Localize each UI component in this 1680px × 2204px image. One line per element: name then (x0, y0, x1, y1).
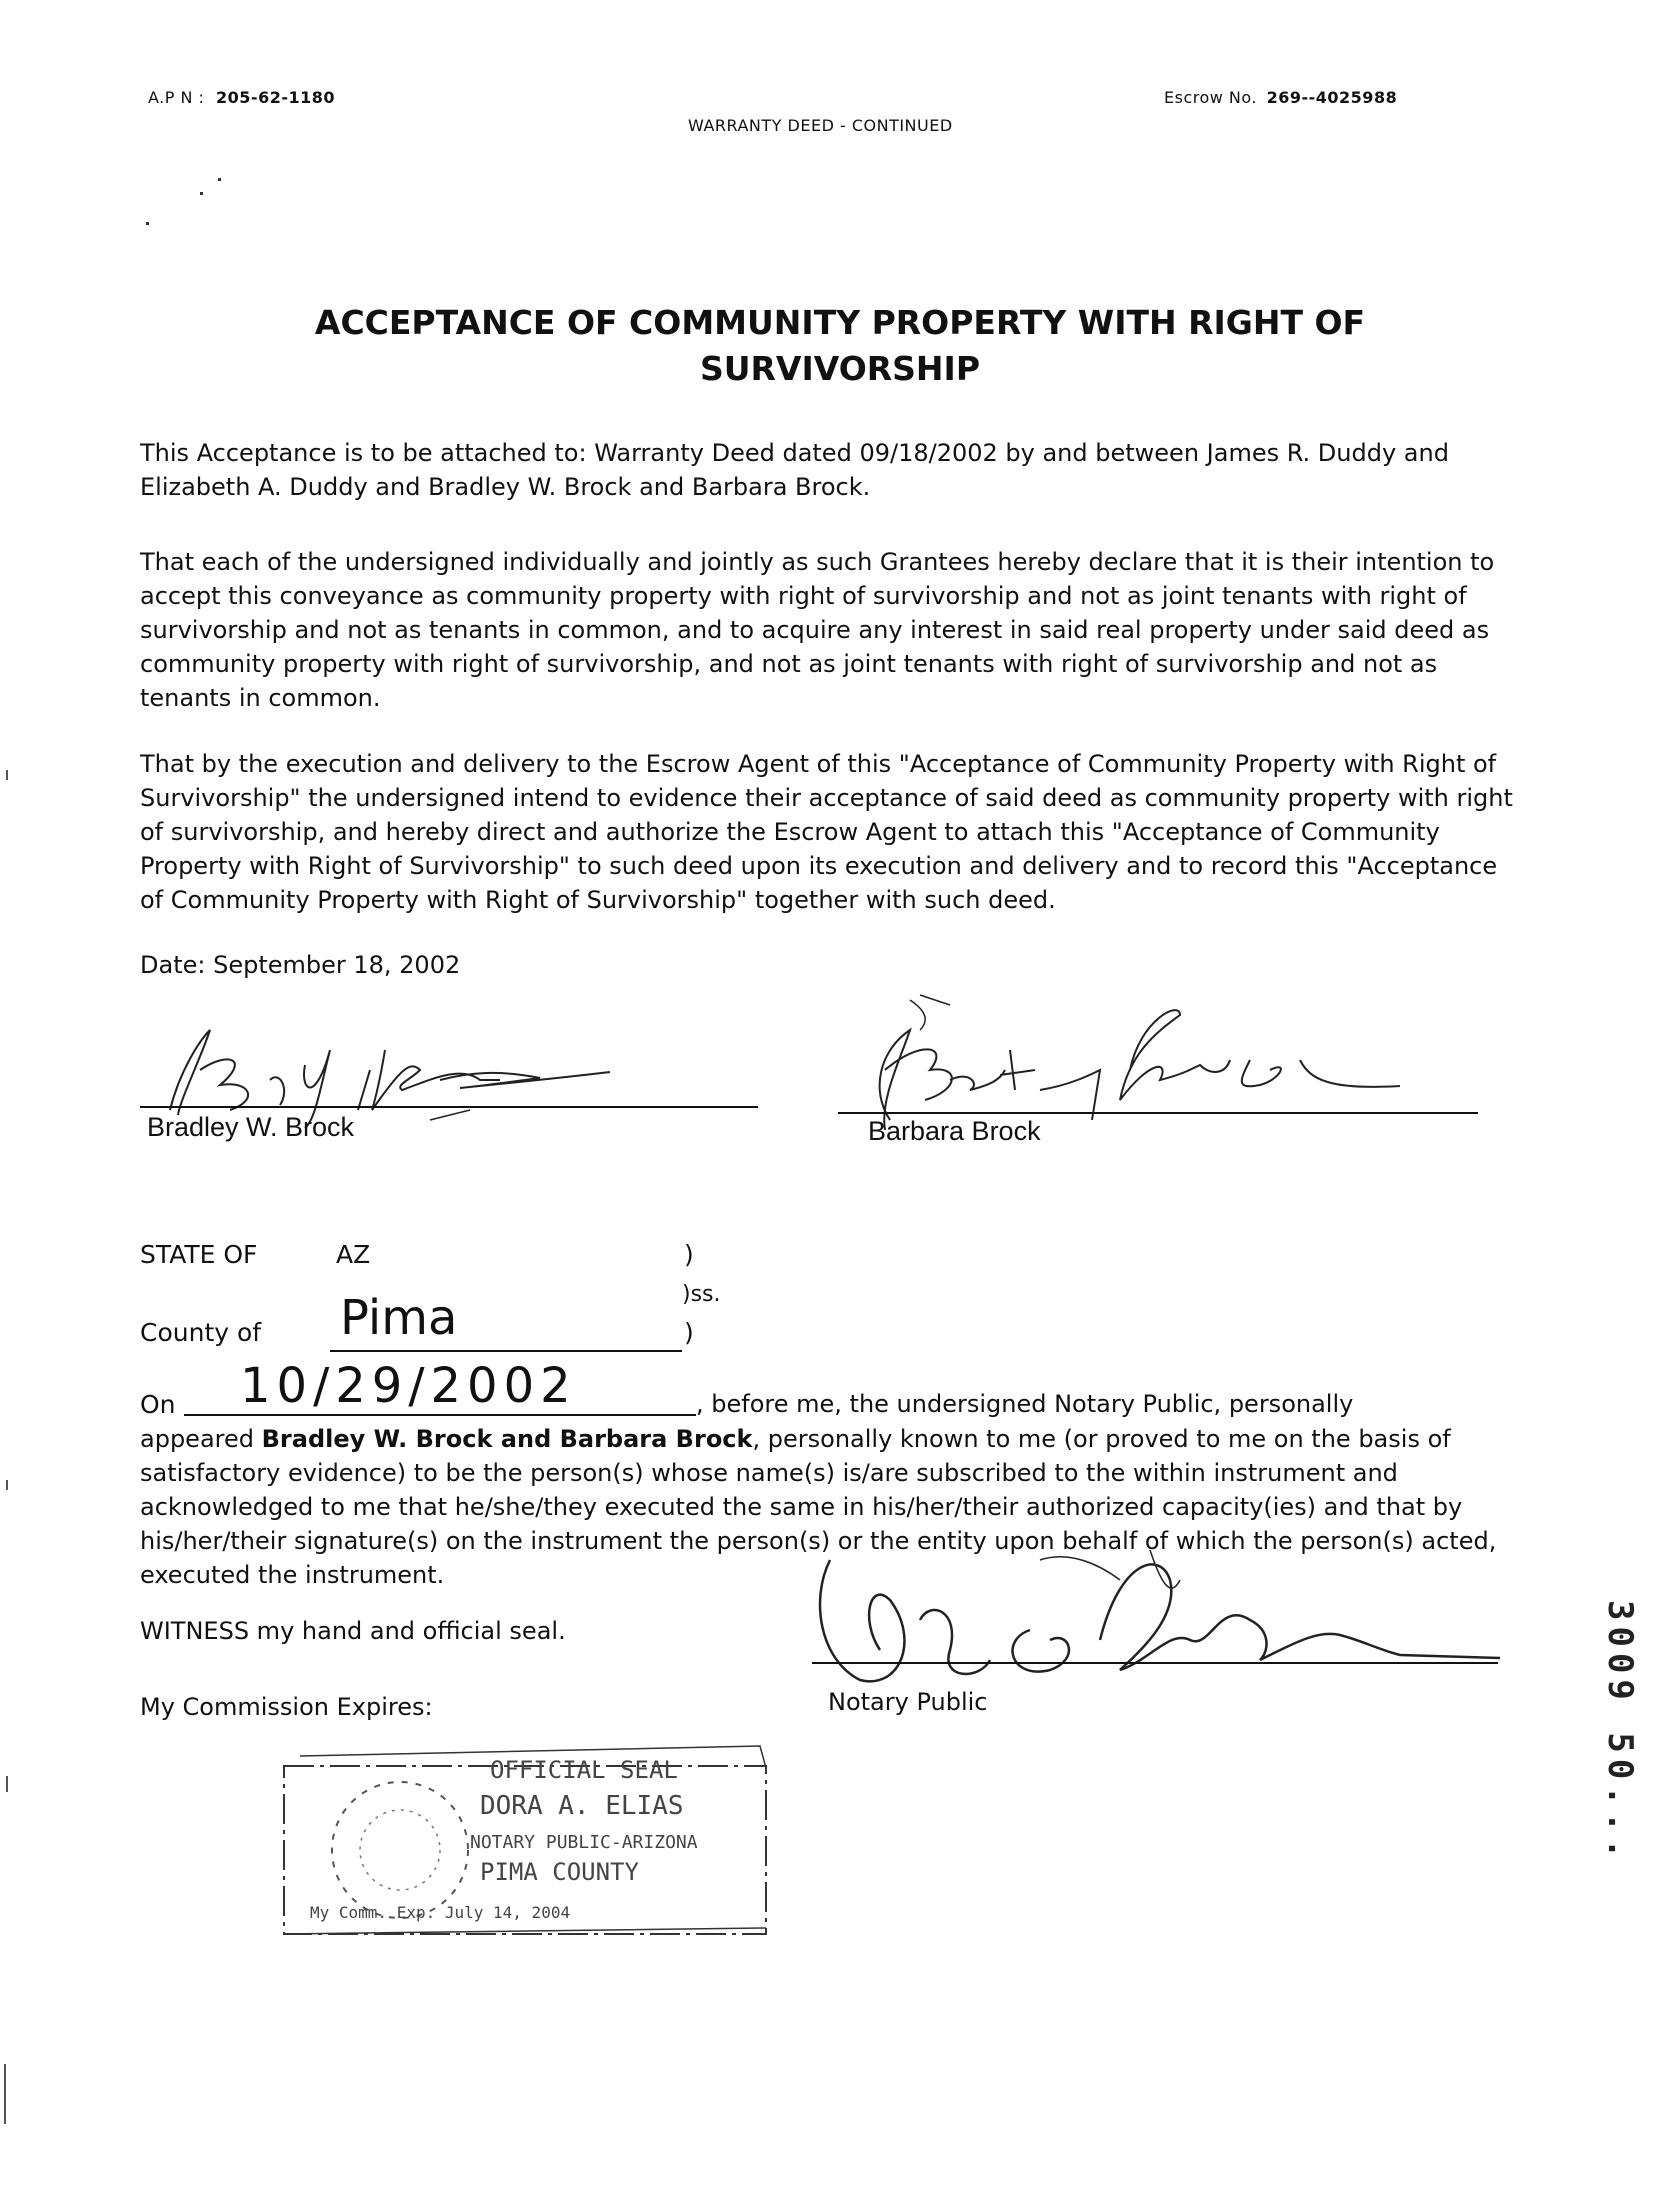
scan-speck (146, 222, 149, 225)
notary-date-handwritten: 10/29/2002 (240, 1358, 577, 1414)
escrow-label: Escrow No. (1164, 88, 1257, 107)
paragraph-execution: That by the execution and delivery to the Escrow Agent of this "Acceptance of Community Property with Right of Survivorship" the undersigned intend to evidence their acceptance of said deed as community property with right of survivorship, and hereby direct and authorize the Escrow Agent to attach this "Acceptance of Community Property with Right of Survivorship" to such deed upon its execution and delivery and to record this "Acceptance of Community Property with Right of Survivorship" together with such deed. (140, 750, 1513, 914)
appeared-names: Bradley W. Brock and Barbara Brock (261, 1425, 753, 1453)
state-value: AZ (336, 1240, 371, 1269)
scan-speck (218, 178, 221, 181)
paragraph-intention: That each of the undersigned individually and jointly as such Grantees hereby declare that it is their intention to accept this conveyance as community property with right of survivorship and not as joint tenants with right of survivorship and not as tenants in common, and to acquire any interest in said real property under said deed as community property with right of survivorship, and not as joint tenants with right of survivorship and not as tenants in common. (140, 548, 1495, 712)
stamp-line-3: NOTARY PUBLIC-ARIZONA (470, 1832, 698, 1853)
escrow-value: 269--4025988 (1266, 88, 1398, 107)
acknowledgment-body: , personally known to me (or proved to me on the basis of satisfactory evidence) to be the person(s) whose name(s) is/are subscribed to the within instrument and acknowledged to me that he/she/they executed the same in his/her/their authorized capacity(ies) and that by his/her/their signature(s) on the instrument the person(s) or the entity upon behalf of which the person(s) acted, executed the instrument. (140, 1425, 1497, 1589)
margin-tick (6, 1776, 8, 1792)
stamp-line-1: OFFICIAL SEAL (490, 1756, 678, 1784)
witness-line: WITNESS my hand and official seal. (140, 1617, 566, 1645)
document-title-line2: SURVIVORSHIP (699, 349, 981, 388)
appeared-prefix: appeared (140, 1425, 262, 1453)
signature-line-left (140, 1106, 758, 1108)
margin-tick (6, 1480, 8, 1490)
scan-speck (200, 192, 203, 195)
paragraph-attachment: This Acceptance is to be attached to: Warranty Deed dated 09/18/2002 by and between James R. Duddy and Elizabeth A. Duddy and Bradley W. Brock and Barbara Brock. (140, 439, 1449, 501)
notary-signature (800, 1540, 1520, 1710)
apn-label: A.P N : (148, 88, 205, 107)
date-underline (184, 1414, 696, 1416)
county-label: County of (140, 1318, 262, 1347)
deed-subtitle: WARRANTY DEED - CONTINUED (688, 116, 953, 135)
signer-name-right: Barbara Brock (868, 1116, 1041, 1146)
stamp-line-2: DORA A. ELIAS (480, 1791, 684, 1821)
county-paren: ) (684, 1318, 694, 1347)
escrow-line (1164, 88, 1397, 107)
notary-signature-line (812, 1662, 1498, 1664)
date-line: Date: September 18, 2002 (140, 951, 461, 979)
county-value-handwritten: Pima (340, 1290, 458, 1346)
margin-document-code (1600, 1600, 1641, 1865)
apn-value: 205-62-1180 (216, 88, 336, 107)
signature-line-right (838, 1112, 1478, 1114)
on-label: On (140, 1390, 176, 1419)
margin-tick (6, 770, 8, 780)
notary-public-label: Notary Public (828, 1688, 988, 1716)
state-paren: ) (684, 1240, 694, 1269)
signer-name-left: Bradley W. Brock (147, 1112, 355, 1142)
state-label: STATE OF (140, 1240, 258, 1269)
ss-mark: )ss. (682, 1282, 721, 1307)
county-underline (330, 1350, 682, 1352)
apn-line (148, 88, 335, 107)
after-date-text: , before me, the undersigned Notary Public, personally (696, 1390, 1354, 1418)
margin-code-text: 3009 50... (1600, 1600, 1640, 1865)
commission-line: My Commission Expires: (140, 1693, 433, 1721)
stamp-line-4: PIMA COUNTY (480, 1858, 639, 1886)
notary-seal-stamp (280, 1738, 780, 1948)
margin-tick (4, 2064, 6, 2124)
document-title-line1: ACCEPTANCE OF COMMUNITY PROPERTY WITH RIGHT OF (314, 303, 1366, 342)
stamp-line-5: My Comm. Exp. July 14, 2004 (310, 1903, 571, 1922)
